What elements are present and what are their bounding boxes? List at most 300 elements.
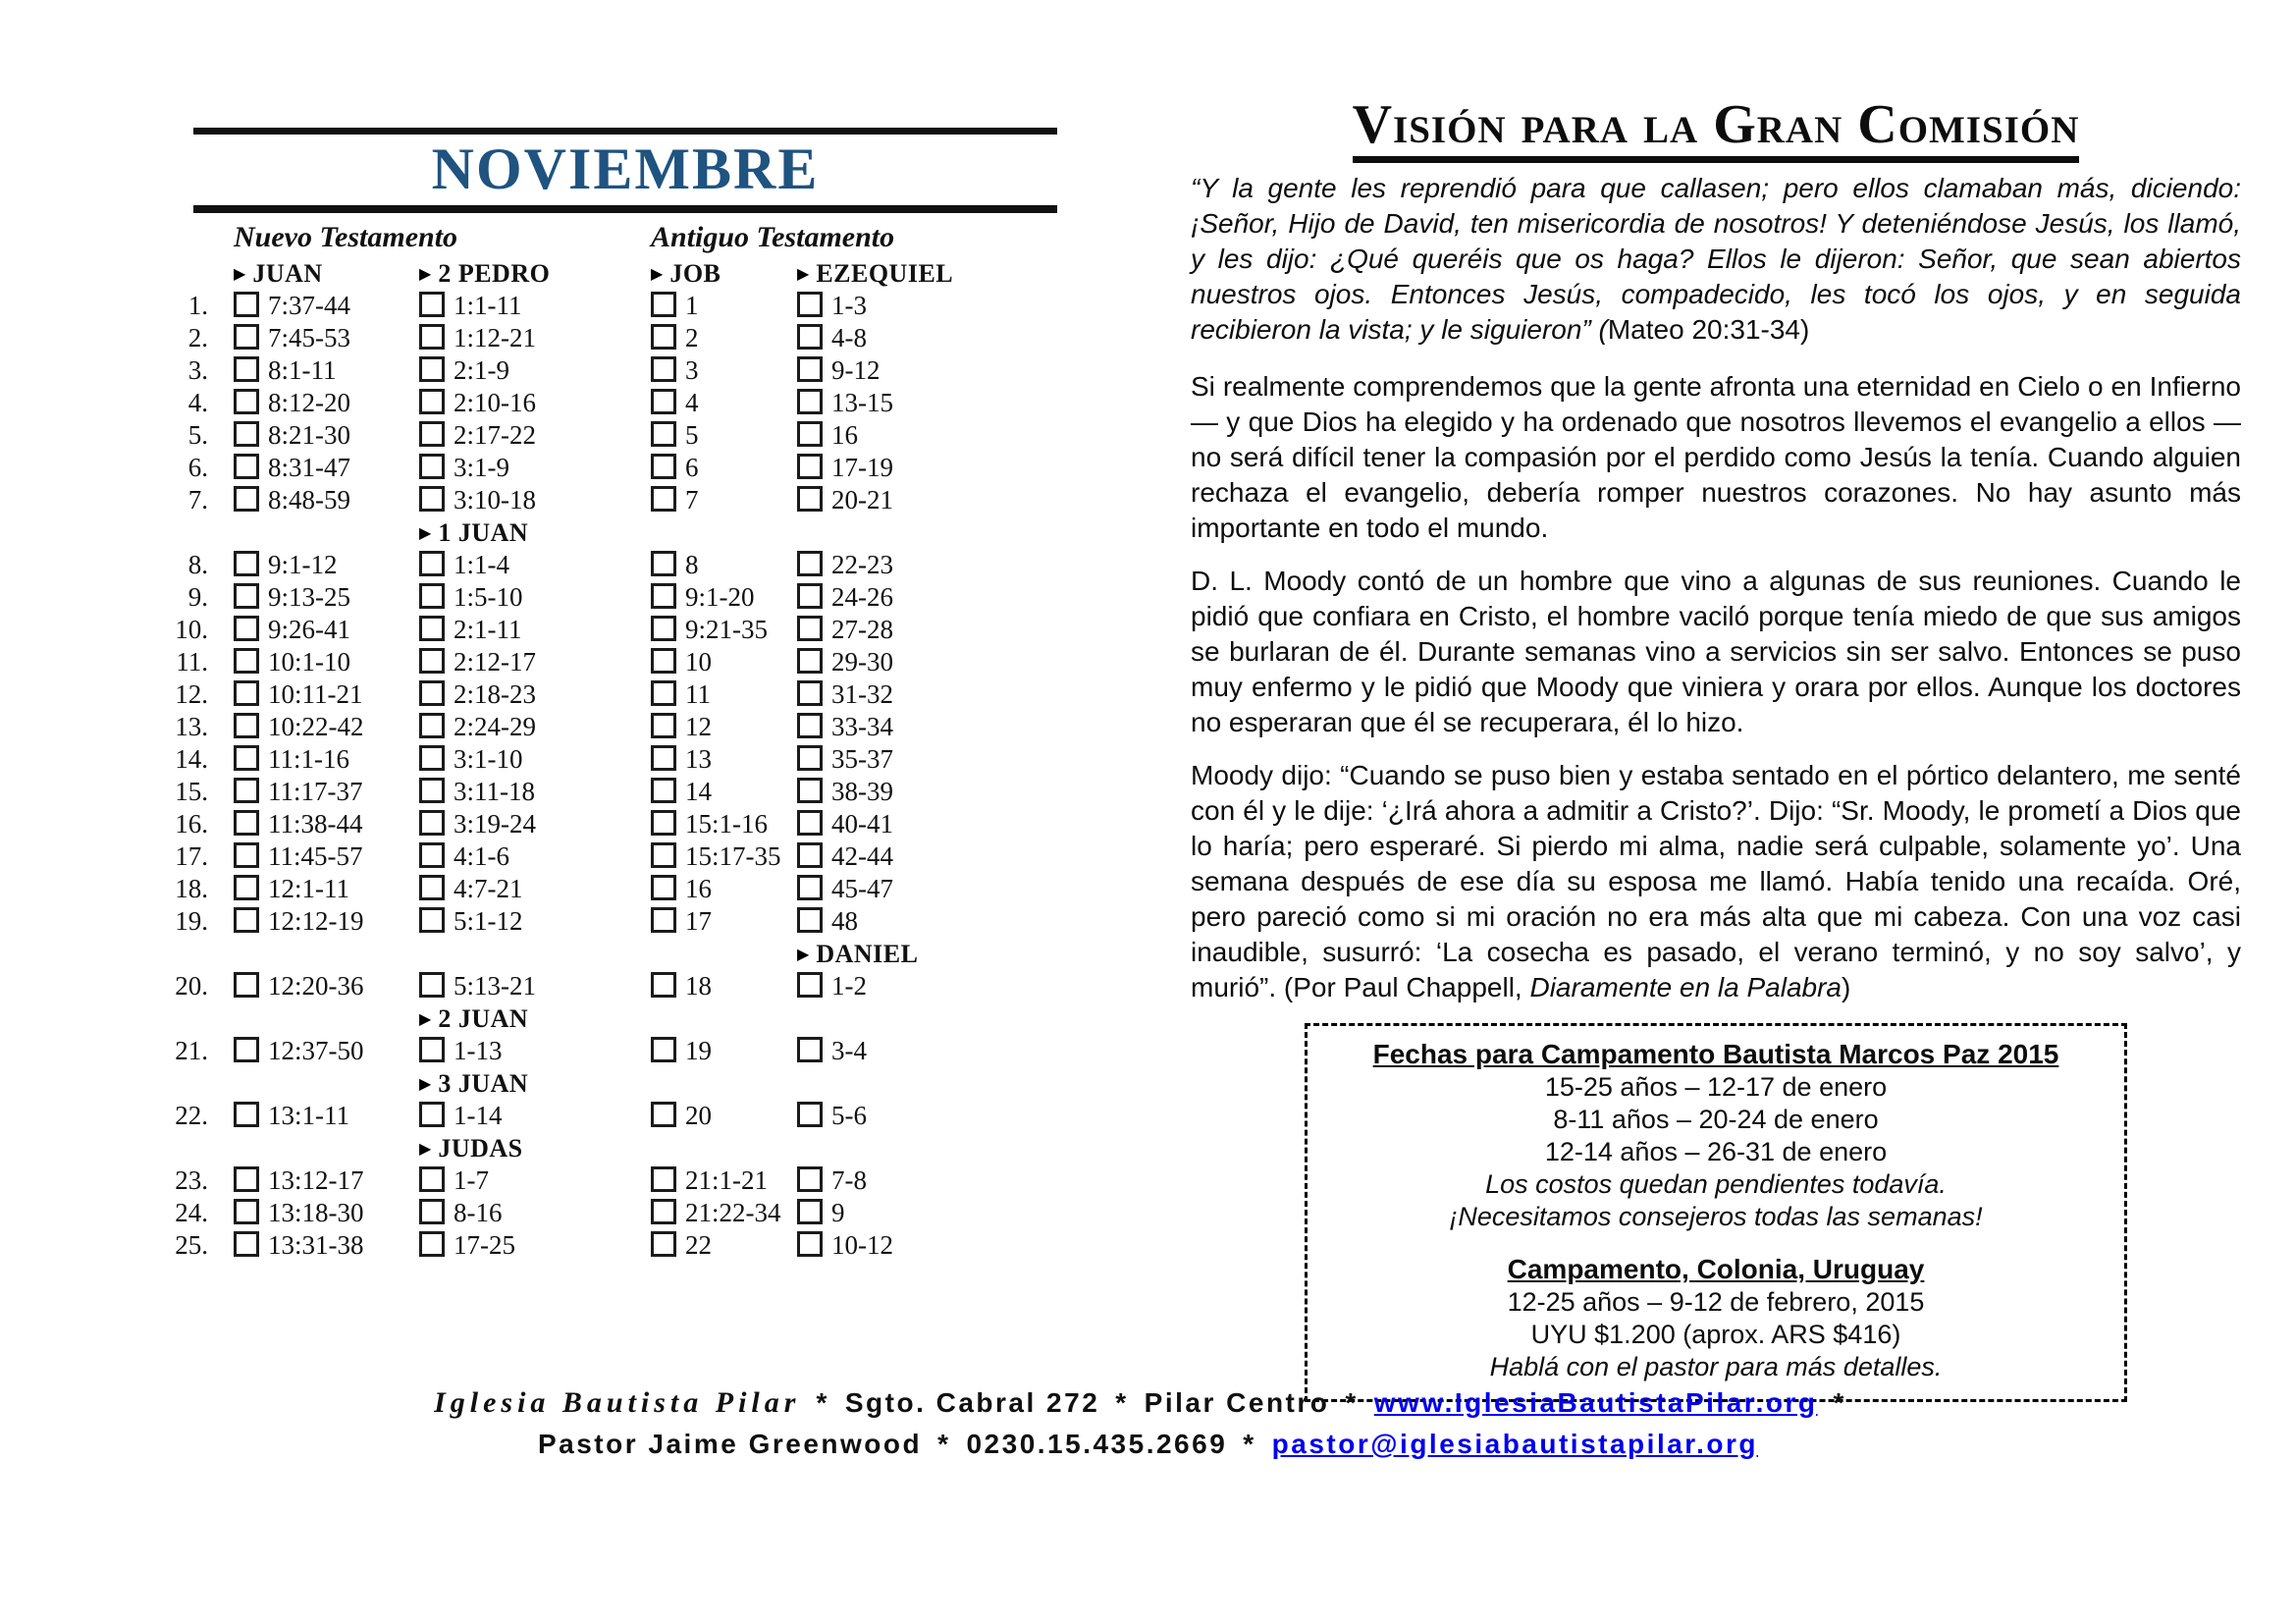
- calendar-reading-row: [128, 419, 1001, 452]
- reading-reference: 12:20-36: [268, 971, 364, 1001]
- footer: [0, 1386, 2296, 1461]
- checkbox-icon: [234, 292, 259, 317]
- checkbox-icon: [234, 745, 259, 771]
- checkbox-icon: [797, 1231, 823, 1257]
- scripture-quote: [1191, 171, 2241, 348]
- reading-cell: [218, 614, 407, 650]
- calendar-subheader-row: [128, 1067, 1001, 1100]
- checkbox-icon: [651, 1199, 676, 1224]
- book-name: DANIEL: [816, 940, 919, 968]
- book-title-italic: Diaramente en la Palabra: [1529, 972, 1842, 1002]
- church-address: Sgto. Cabral 272: [844, 1387, 1100, 1418]
- reading-reference: 11:17-37: [268, 777, 363, 806]
- reading-cell: [407, 549, 638, 585]
- reading-cell: [638, 322, 785, 358]
- checkbox-icon: [651, 421, 676, 447]
- checkbox-icon: [797, 1166, 823, 1192]
- reading-cell: [407, 387, 638, 423]
- reading-reference: 9:26-41: [268, 615, 350, 644]
- checkbox-icon: [797, 842, 823, 868]
- checkbox-icon: [797, 583, 823, 609]
- reading-reference: 1: [685, 291, 699, 320]
- book-name: JOB: [669, 259, 721, 288]
- day-number: 8.: [187, 550, 208, 579]
- day-number: [128, 257, 218, 294]
- checkbox-icon: [651, 648, 676, 674]
- book-name: EZEQUIEL: [816, 259, 954, 288]
- checkbox-icon: [651, 356, 676, 382]
- day-number: 9.: [187, 582, 208, 612]
- checkbox-icon: [419, 356, 445, 382]
- reading-reference: 22: [685, 1230, 712, 1260]
- reading-cell: [785, 1100, 991, 1136]
- separator-asterisk: *: [1243, 1429, 1256, 1459]
- reading-reference: 45-47: [831, 874, 893, 903]
- calendar-reading-row: [128, 873, 1001, 905]
- checkbox-icon: [234, 680, 259, 706]
- reading-reference: 9:1-20: [685, 582, 755, 612]
- reading-reference: 12:1-11: [268, 874, 349, 903]
- reading-reference: 3:10-18: [454, 485, 536, 514]
- reading-reference: 7:37-44: [268, 291, 350, 320]
- day-number: 24.: [175, 1198, 208, 1227]
- calendar-reading-row: [128, 322, 1001, 354]
- camp-line: 8-11 años – 20-24 de enero: [1553, 1105, 1879, 1134]
- spacer-cell: [128, 220, 218, 257]
- reading-cell: [407, 743, 638, 780]
- calendar-reading-row: [128, 1035, 1001, 1067]
- reading-reference: 29-30: [831, 647, 893, 677]
- reading-cell: [218, 905, 407, 942]
- day-number: 11.: [176, 647, 208, 677]
- reading-reference: 15:1-16: [685, 809, 768, 839]
- book-header-cell: [407, 938, 638, 974]
- checkbox-icon: [419, 1037, 445, 1062]
- reading-reference: 15:17-35: [685, 841, 781, 871]
- triangle-marker-icon: ▶: [419, 266, 432, 283]
- reading-reference: 21:22-34: [685, 1198, 781, 1227]
- reading-reference: 10: [685, 647, 712, 677]
- book-header-cell: [407, 1002, 638, 1039]
- testament-group-row: [128, 220, 1001, 257]
- reading-cell: [785, 776, 991, 812]
- triangle-marker-icon: ▶: [419, 1141, 432, 1158]
- day-number: 10.: [175, 615, 208, 644]
- reading-cell: [785, 549, 991, 585]
- reading-cell: [218, 1164, 407, 1201]
- reading-reference: 5:13-21: [454, 971, 536, 1001]
- calendar-reading-row: [128, 290, 1001, 322]
- reading-reference: 1:12-21: [454, 323, 536, 352]
- paragraph-3: [1191, 758, 2241, 1005]
- book-header-cell: [785, 1067, 991, 1104]
- reading-reference: 33-34: [831, 712, 893, 741]
- reading-cell: [407, 1197, 638, 1233]
- checkbox-icon: [651, 745, 676, 771]
- quote-reference: Mateo 20:31-34): [1607, 314, 1810, 345]
- reading-cell: [785, 873, 991, 909]
- checkbox-icon: [234, 551, 259, 576]
- reading-reference: 1:5-10: [454, 582, 523, 612]
- reading-reference: 1-7: [454, 1165, 489, 1195]
- reading-cell: [638, 1035, 785, 1071]
- reading-reference: 1-3: [831, 291, 867, 320]
- checkbox-icon: [419, 551, 445, 576]
- reading-reference: 40-41: [831, 809, 893, 839]
- checkbox-icon: [797, 713, 823, 738]
- calendar-reading-row: [128, 1197, 1001, 1229]
- book-header-cell: [218, 516, 407, 553]
- checkbox-icon: [651, 616, 676, 641]
- day-number: [128, 1132, 218, 1168]
- reading-cell: [785, 808, 991, 844]
- reading-cell: [638, 354, 785, 391]
- reading-reference: 7-8: [831, 1165, 867, 1195]
- reading-cell: [407, 711, 638, 747]
- day-number: 6.: [187, 453, 208, 482]
- email-link[interactable]: pastor@iglesiabautistapilar.org: [1271, 1429, 1759, 1459]
- reading-cell: [785, 840, 991, 877]
- reading-cell: [638, 484, 785, 520]
- reading-cell: [407, 808, 638, 844]
- reading-reference: 11:45-57: [268, 841, 363, 871]
- pastor-name: Pastor Jaime Greenwood: [537, 1429, 923, 1459]
- checkbox-icon: [651, 907, 676, 933]
- reading-reference: 8: [685, 550, 699, 579]
- checkbox-icon: [419, 292, 445, 317]
- reading-cell: [218, 549, 407, 585]
- camp-line: UYU $1.200 (aprox. ARS $416): [1530, 1320, 1901, 1349]
- checkbox-icon: [651, 486, 676, 512]
- calendar-reading-row: [128, 711, 1001, 743]
- reading-cell: [407, 484, 638, 520]
- calendar-reading-row: [128, 614, 1001, 646]
- calendar-subheader-row: [128, 1132, 1001, 1164]
- reading-cell: [218, 1197, 407, 1233]
- triangle-marker-icon: ▶: [234, 266, 246, 283]
- checkbox-icon: [651, 875, 676, 900]
- reading-cell: [218, 646, 407, 682]
- checkbox-icon: [797, 810, 823, 836]
- day-number: 21.: [175, 1036, 208, 1065]
- book-name: JUAN: [252, 259, 323, 288]
- day-number: 22.: [175, 1101, 208, 1130]
- reading-cell: [638, 1100, 785, 1136]
- book-name: 1 JUAN: [438, 518, 529, 547]
- checkbox-icon: [234, 1199, 259, 1224]
- footer-line-2: [0, 1428, 2296, 1461]
- reading-reference: 3: [685, 355, 699, 385]
- reading-calendar: [128, 220, 1001, 1262]
- checkbox-icon: [419, 1166, 445, 1192]
- calendar-reading-row: [128, 905, 1001, 938]
- reading-reference: 1-14: [454, 1101, 503, 1130]
- reading-reference: 9-12: [831, 355, 881, 385]
- book-name: 2 PEDRO: [438, 259, 551, 288]
- reading-cell: [638, 614, 785, 650]
- reading-cell: [785, 1164, 991, 1201]
- reading-reference: 22-23: [831, 550, 893, 579]
- calendar-reading-row: [128, 1164, 1001, 1197]
- reading-cell: [785, 678, 991, 715]
- checkbox-icon: [234, 875, 259, 900]
- reading-reference: 3:11-18: [454, 777, 535, 806]
- paragraph-2: D. L. Moody contó de un hombre que vino a algunas de sus reuniones. Cuando le pidió que confiara en Cristo, el hombre vaciló porque tenía miedo de que sus amigos se burlaran de él. Durante semanas vino a servicios sin ser salvo. Entonces se puso muy enfermo y le pidió que Moody que viniera y orara por ellos. Aunque los doctores no esperaran que él se recuperara, él lo hizo.: [1191, 566, 2241, 737]
- reading-reference: 9:13-25: [268, 582, 350, 612]
- book-header-cell: [407, 257, 638, 294]
- reading-reference: 12: [685, 712, 712, 741]
- reading-cell: [407, 646, 638, 682]
- checkbox-icon: [419, 713, 445, 738]
- book-header-cell: [785, 1132, 991, 1168]
- day-number: [128, 1067, 218, 1104]
- checkbox-icon: [419, 648, 445, 674]
- reading-cell: [218, 678, 407, 715]
- checkbox-icon: [419, 778, 445, 803]
- reading-cell: [407, 581, 638, 618]
- checkbox-icon: [234, 454, 259, 479]
- checkbox-icon: [234, 1231, 259, 1257]
- reading-cell: [218, 387, 407, 423]
- day-number: 7.: [187, 485, 208, 514]
- day-number: 13.: [175, 712, 208, 741]
- reading-cell: [638, 419, 785, 456]
- paragraph-3-close: ): [1842, 972, 1851, 1002]
- camp-dates-box: [1305, 1023, 2127, 1402]
- reading-cell: [785, 614, 991, 650]
- day-number: 4.: [187, 388, 208, 417]
- book-header-cell: [407, 1067, 638, 1104]
- checkbox-icon: [797, 907, 823, 933]
- reading-reference: 2:17-22: [454, 420, 536, 450]
- reading-reference: 13:12-17: [268, 1165, 364, 1195]
- calendar-reading-row: [128, 1100, 1001, 1132]
- reading-reference: 2: [685, 323, 699, 352]
- reading-reference: 11:1-16: [268, 744, 349, 774]
- reading-reference: 3:19-24: [454, 809, 536, 839]
- reading-reference: 4: [685, 388, 699, 417]
- camp-box-title-1: Fechas para Campamento Bautista Marcos Paz 2015: [1372, 1039, 2059, 1069]
- checkbox-icon: [419, 810, 445, 836]
- reading-reference: 20-21: [831, 485, 893, 514]
- reading-cell: [218, 776, 407, 812]
- reading-reference: 31-32: [831, 679, 893, 709]
- checkbox-icon: [651, 778, 676, 803]
- reading-cell: [407, 1229, 638, 1266]
- book-header-cell: [218, 1132, 407, 1168]
- checkbox-icon: [651, 292, 676, 317]
- day-number: 25.: [175, 1230, 208, 1260]
- camp-line: 15-25 años – 12-17 de enero: [1544, 1072, 1888, 1102]
- paragraph-3-text: Moody dijo: “Cuando se puso bien y estaba sentado en el pórtico delantero, me senté con él y le dije: ‘¿Irá ahora a admitir a Cristo?’. Dijo: “Sr. Moody, le prometí a Dios que lo haría; pero esperaré. Si pierdo mi alma, nadie será culpable, solamente yo’. Una semana después de ese día su esposa me llamó. Había tenido una recaída. Oré, pero pareció como si mi oración no era más alta que mi cabeza. Con una voz casi inaudible, susurró: ‘La cosecha es pasado, el verano terminó, y no soy salvo’, y murió”. (Por Paul Chappell,: [1191, 760, 2241, 1002]
- reading-cell: [218, 743, 407, 780]
- checkbox-icon: [651, 454, 676, 479]
- website-link[interactable]: www.IglesiaBautistaPilar.org: [1373, 1387, 1818, 1418]
- checkbox-icon: [651, 972, 676, 998]
- reading-cell: [638, 711, 785, 747]
- triangle-marker-icon: ▶: [797, 947, 810, 963]
- reading-reference: 18: [685, 971, 712, 1001]
- reading-reference: 2:1-11: [454, 615, 522, 644]
- reading-cell: [407, 678, 638, 715]
- book-header-cell: [218, 1002, 407, 1039]
- reading-cell: [407, 452, 638, 488]
- separator-asterisk: *: [816, 1387, 829, 1418]
- day-number: 2.: [187, 323, 208, 352]
- reading-reference: 42-44: [831, 841, 893, 871]
- checkbox-icon: [797, 454, 823, 479]
- reading-reference: 5:1-12: [454, 906, 523, 936]
- checkbox-icon: [234, 648, 259, 674]
- checkbox-icon: [419, 1199, 445, 1224]
- day-number: 3.: [187, 355, 208, 385]
- separator-asterisk: *: [1833, 1387, 1846, 1418]
- reading-reference: 3:1-9: [454, 453, 509, 482]
- reading-reference: 21:1-21: [685, 1165, 768, 1195]
- triangle-marker-icon: ▶: [419, 525, 432, 542]
- day-number: [128, 516, 218, 553]
- reading-reference: 8:31-47: [268, 453, 350, 482]
- checkbox-icon: [419, 583, 445, 609]
- separator-asterisk: *: [1345, 1387, 1359, 1418]
- reading-cell: [407, 1100, 638, 1136]
- book-header-cell: [638, 516, 785, 553]
- reading-cell: [407, 290, 638, 326]
- checkbox-icon: [797, 745, 823, 771]
- phone-number: 0230.15.435.2669: [966, 1429, 1228, 1459]
- checkbox-icon: [797, 421, 823, 447]
- checkbox-icon: [419, 875, 445, 900]
- checkbox-icon: [651, 1166, 676, 1192]
- reading-cell: [785, 419, 991, 456]
- reading-cell: [218, 970, 407, 1006]
- separator-asterisk: *: [1115, 1387, 1129, 1418]
- checkbox-icon: [234, 713, 259, 738]
- reading-cell: [638, 743, 785, 780]
- reading-reference: 38-39: [831, 777, 893, 806]
- day-number: 1.: [187, 291, 208, 320]
- reading-cell: [785, 1035, 991, 1071]
- reading-reference: 13-15: [831, 388, 893, 417]
- day-number: [128, 938, 218, 974]
- reading-cell: [218, 1229, 407, 1266]
- book-header-cell: [218, 257, 407, 294]
- triangle-marker-icon: ▶: [797, 266, 810, 283]
- checkbox-icon: [419, 972, 445, 998]
- reading-reference: 19: [685, 1036, 712, 1065]
- day-number: 15.: [175, 777, 208, 806]
- reading-reference: 1-2: [831, 971, 867, 1001]
- reading-reference: 2:10-16: [454, 388, 536, 417]
- calendar-subheader-row: [128, 516, 1001, 549]
- reading-reference: 17-25: [454, 1230, 515, 1260]
- reading-reference: 3:1-10: [454, 744, 523, 774]
- reading-reference: 14: [685, 777, 712, 806]
- reading-reference: 24-26: [831, 582, 893, 612]
- calendar-reading-row: [128, 678, 1001, 711]
- reading-cell: [638, 646, 785, 682]
- checkbox-icon: [797, 389, 823, 414]
- reading-cell: [218, 581, 407, 618]
- reading-reference: 9:21-35: [685, 615, 768, 644]
- checkbox-icon: [797, 972, 823, 998]
- checkbox-icon: [234, 907, 259, 933]
- triangle-marker-icon: ▶: [419, 1076, 432, 1093]
- checkbox-icon: [234, 324, 259, 350]
- reading-reference: 2:12-17: [454, 647, 536, 677]
- calendar-rows: [128, 257, 1001, 1262]
- book-header-cell: [785, 257, 991, 294]
- checkbox-icon: [419, 389, 445, 414]
- checkbox-icon: [651, 551, 676, 576]
- reading-cell: [407, 322, 638, 358]
- reading-reference: 8:21-30: [268, 420, 350, 450]
- checkbox-icon: [651, 680, 676, 706]
- reading-reference: 13:31-38: [268, 1230, 364, 1260]
- checkbox-icon: [651, 1231, 676, 1257]
- month-title: NOVIEMBRE: [431, 136, 820, 201]
- reading-reference: 20: [685, 1101, 712, 1130]
- checkbox-icon: [651, 713, 676, 738]
- checkbox-icon: [234, 1166, 259, 1192]
- reading-reference: 6: [685, 453, 699, 482]
- checkbox-icon: [797, 551, 823, 576]
- checkbox-icon: [651, 583, 676, 609]
- reading-reference: 35-37: [831, 744, 893, 774]
- reading-cell: [407, 905, 638, 942]
- checkbox-icon: [419, 680, 445, 706]
- church-name: Iglesia Bautista Pilar: [434, 1386, 801, 1419]
- book-header-cell: [638, 257, 785, 294]
- reading-cell: [407, 840, 638, 877]
- calendar-reading-row: [128, 970, 1001, 1002]
- checkbox-icon: [419, 324, 445, 350]
- group-header-antiguo-testamento: Antiguo Testamento: [651, 221, 895, 253]
- calendar-reading-row: [128, 840, 1001, 873]
- checkbox-icon: [419, 907, 445, 933]
- month-header: [193, 128, 1057, 213]
- checkbox-icon: [234, 842, 259, 868]
- book-name: 2 JUAN: [438, 1004, 529, 1033]
- checkbox-icon: [651, 810, 676, 836]
- church-area: Pilar Centro: [1144, 1387, 1330, 1418]
- reading-cell: [785, 484, 991, 520]
- separator-asterisk: *: [937, 1429, 951, 1459]
- reading-cell: [638, 1197, 785, 1233]
- checkbox-icon: [419, 842, 445, 868]
- checkbox-icon: [797, 680, 823, 706]
- camp-note: Hablá con el pastor para más detalles.: [1489, 1352, 1943, 1381]
- reading-reference: 48: [831, 906, 858, 936]
- book-header-cell: [218, 938, 407, 974]
- reading-cell: [407, 354, 638, 391]
- reading-reference: 16: [831, 420, 858, 450]
- reading-cell: [218, 354, 407, 391]
- reading-reference: 10:1-10: [268, 647, 350, 677]
- reading-reference: 8-16: [454, 1198, 503, 1227]
- checkbox-icon: [797, 648, 823, 674]
- checkbox-icon: [419, 421, 445, 447]
- reading-reference: 7:45-53: [268, 323, 350, 352]
- reading-cell: [218, 322, 407, 358]
- camp-note: Los costos quedan pendientes todavía.: [1485, 1169, 1947, 1199]
- checkbox-icon: [651, 1102, 676, 1127]
- reading-cell: [638, 840, 785, 877]
- checkbox-icon: [234, 583, 259, 609]
- reading-cell: [638, 581, 785, 618]
- reading-cell: [785, 387, 991, 423]
- reading-reference: 1:1-11: [454, 291, 522, 320]
